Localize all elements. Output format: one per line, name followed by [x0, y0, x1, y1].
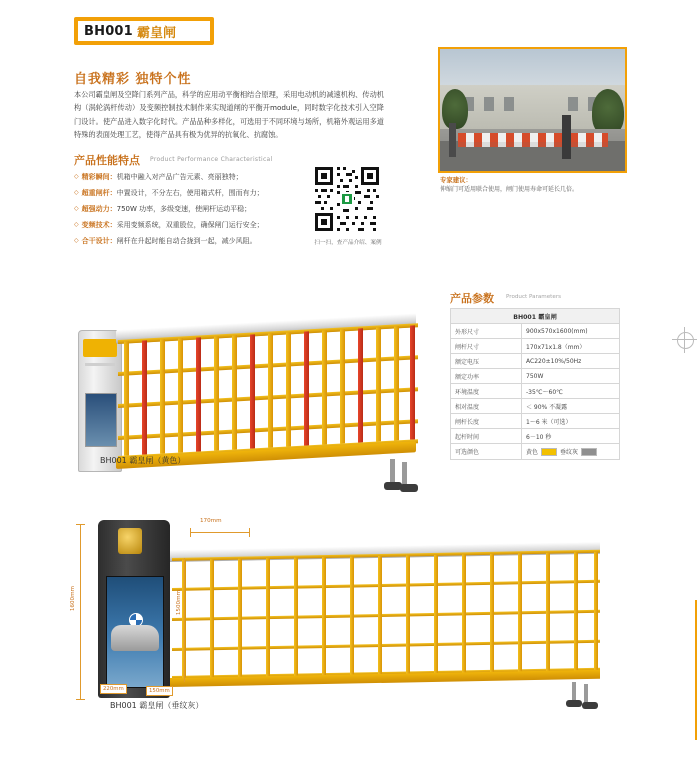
- table-row: [451, 339, 620, 354]
- table-header-row: [451, 309, 620, 324]
- fence-bar: [124, 341, 129, 455]
- fence-bar-red: [250, 334, 255, 448]
- fence-bar-red: [410, 325, 415, 439]
- fence-bar: [378, 556, 382, 676]
- features-subheading: Product Performance Characteristical: [150, 156, 273, 163]
- barrier-fence-grid: [172, 540, 600, 690]
- dim-label-height-inner: 1500mm: [176, 590, 182, 616]
- param-key: 可选颜色: [451, 444, 522, 460]
- product-name: 霸皇闸: [136, 25, 176, 41]
- param-key: 起杆时间: [451, 429, 522, 444]
- dim-tick: [249, 528, 250, 537]
- feature-value: 闸杆在升起时能自动合拢到一起，减少风阻。: [116, 237, 257, 245]
- color-label-yellow: 黄色: [526, 448, 539, 456]
- table-header-cell: BH001 霸皇闸: [451, 309, 620, 324]
- fence-bar: [266, 558, 270, 678]
- photo-window: [484, 97, 494, 111]
- screen-car-image: [111, 625, 159, 651]
- param-key: 额定功率: [451, 369, 522, 384]
- param-value: AC220±10%/50Hz: [522, 354, 620, 369]
- table-row: [451, 384, 620, 399]
- fence-bar: [286, 332, 291, 446]
- dim-tick: [190, 528, 191, 537]
- fence-rail: [172, 550, 600, 561]
- fence-bar: [294, 558, 298, 678]
- support-foot: [566, 700, 582, 707]
- fence-bar: [214, 336, 219, 450]
- table-row: [451, 399, 620, 414]
- fence-bar: [232, 335, 237, 449]
- dim-line-top: [190, 532, 250, 533]
- feature-value: 机箱中融入对产品广告元素、亮丽独特；: [116, 173, 243, 181]
- param-value: -35℃～60℃: [522, 384, 620, 399]
- bullet-icon: ◇: [74, 237, 79, 244]
- dim-tick: [76, 524, 85, 525]
- photo-side-post: [449, 123, 456, 157]
- param-key: 额定电压: [451, 354, 522, 369]
- fence-bar: [406, 555, 410, 675]
- param-value: 750W: [522, 369, 620, 384]
- dim-line-left: [80, 524, 81, 700]
- fence-bar: [238, 559, 242, 679]
- feature-key: 超强动力：: [81, 205, 117, 213]
- fence-bar: [340, 329, 345, 443]
- feature-key: 合干设计：: [81, 237, 117, 245]
- bullet-icon: ◇: [74, 221, 79, 228]
- fence-bar: [490, 554, 494, 674]
- table-row: [451, 354, 620, 369]
- dim-label-base-width: 220mm: [100, 684, 127, 694]
- fence-bar: [462, 554, 466, 674]
- fence-bar-red: [358, 328, 363, 442]
- installation-photo: [438, 47, 627, 173]
- support-foot: [582, 702, 598, 709]
- fence-rail: [172, 610, 600, 621]
- param-key: 外形尺寸: [451, 324, 522, 339]
- parameters-title: 产品参数: [450, 292, 494, 305]
- cabinet-emblem-icon: [118, 528, 142, 554]
- bullet-icon: ◇: [74, 173, 79, 180]
- support-foot: [400, 484, 418, 492]
- fence-rail: [172, 580, 600, 591]
- fence-bar: [350, 557, 354, 677]
- expert-advice-body: 伸缩门可适用联合使用，闸门使用寿命可延长几倍。: [440, 186, 579, 193]
- param-value: ＜ 90% 不凝露: [522, 399, 620, 414]
- fence-bar: [268, 333, 273, 447]
- fence-bar: [160, 339, 165, 453]
- dim-label-height-side: 1600mm: [70, 586, 76, 612]
- fence-bar: [546, 553, 550, 673]
- param-key: 闸杆长度: [451, 414, 522, 429]
- fence-bar-red: [196, 337, 201, 451]
- fence-rail: [172, 640, 600, 651]
- qr-code-icon: [312, 164, 382, 234]
- param-value: 6－10 秒: [522, 429, 620, 444]
- table-row-colors: [451, 444, 620, 460]
- barrier-cabinet-dark: [98, 520, 170, 698]
- param-key: 相对温度: [451, 399, 522, 414]
- feature-value: 750W 功率，多级变速，使闸杆运动平稳；: [116, 205, 252, 213]
- product-code: BH001: [84, 23, 133, 39]
- cabinet-divider: [85, 363, 115, 366]
- regmark-circle: [677, 332, 694, 349]
- fence-bar: [518, 553, 522, 673]
- fence-bar: [178, 338, 183, 452]
- parameters-subtitle: Product Parameters: [506, 294, 562, 300]
- parameters-table: [450, 308, 620, 460]
- param-value: 900x570x1600(mm): [522, 324, 620, 339]
- photo-barrier-cabinet: [562, 115, 571, 159]
- features-heading: 产品性能特点: [74, 154, 140, 167]
- param-key: 闸杆尺寸: [451, 339, 522, 354]
- cabinet-ad-screen: [85, 393, 117, 447]
- param-value: 170x71x1.8（mm）: [522, 339, 620, 354]
- product-title-inner: [77, 20, 211, 42]
- fence-bar: [322, 557, 326, 677]
- dim-tick: [76, 699, 85, 700]
- fence-bar: [394, 326, 399, 440]
- intro-heading: 自我精彩 独特个性: [74, 72, 192, 87]
- dim-label-base-height: 150mm: [146, 686, 173, 696]
- feature-key: 变频技术：: [81, 221, 117, 229]
- expert-advice-title: 专家建议：: [440, 176, 472, 184]
- fence-bar: [322, 330, 327, 444]
- feature-value: 中置设计，不分左右，使用箱式杆，围而有力；: [116, 189, 264, 197]
- fence-bar: [376, 327, 381, 441]
- photo-barrier-arm: [458, 133, 608, 142]
- photo-window: [504, 97, 514, 111]
- fence-bar: [594, 552, 598, 672]
- color-swatch-gray: [581, 448, 597, 456]
- table-row: [451, 414, 620, 429]
- feature-key: 超重闸杆：: [81, 189, 117, 197]
- feature-key: 精彩瞬间：: [81, 173, 117, 181]
- photo-window: [568, 97, 578, 111]
- fence-bar: [210, 559, 214, 679]
- feature-value: 采用变频系统，双重股位，确保闸门运行安全；: [116, 221, 264, 229]
- dim-label-width-top: 170mm: [200, 518, 222, 524]
- product-dimension-drawing: [72, 510, 632, 710]
- color-label-gray: 垂纹灰: [560, 448, 579, 456]
- table-row: [451, 369, 620, 384]
- intro-body: 本公司霸皇闸及空降门系列产品，科学的应用动平衡相结合原理，采用电动机的减速机构、传动机构（涡轮涡杆传动）及变频控制技术制作来实现道闸的平衡开module，同时数字化技术引入空降门设计。使产品进入数字化时代。产品品种多样化，可选用于不同环境与场所，机箱外观运用多道特殊的表面处理工艺，使得产品具有极为优异的抗氧化、抗腐蚀。: [74, 90, 384, 139]
- bullet-icon: ◇: [74, 189, 79, 196]
- fence-bar: [574, 552, 578, 672]
- photo-barrier-arm-lower: [458, 142, 608, 147]
- dim-line-inner: [184, 558, 185, 682]
- param-value: 1～6 米（可选）: [522, 414, 620, 429]
- fence-bar: [434, 555, 438, 675]
- product-title-tag: [74, 17, 214, 45]
- fence-bar-red: [142, 340, 147, 454]
- table-row: [451, 324, 620, 339]
- param-value-colors: [522, 444, 620, 460]
- product-bottom-caption: BH001 霸皇闸（垂纹灰）: [110, 701, 204, 710]
- bullet-icon: ◇: [74, 205, 79, 212]
- cabinet-top-panel: [83, 339, 117, 357]
- registration-mark-icon: [672, 327, 697, 353]
- cabinet-ad-screen: [106, 576, 164, 688]
- qr-caption: 扫一扫，查产品介绍、案例: [314, 240, 382, 246]
- param-key: 环境温度: [451, 384, 522, 399]
- barrier-cabinet: [78, 330, 122, 472]
- table-row: [451, 429, 620, 444]
- product-main-caption: BH001 霸皇闸（黄色）: [100, 456, 186, 465]
- color-swatch-yellow: [541, 448, 557, 456]
- fence-bar-red: [304, 331, 309, 445]
